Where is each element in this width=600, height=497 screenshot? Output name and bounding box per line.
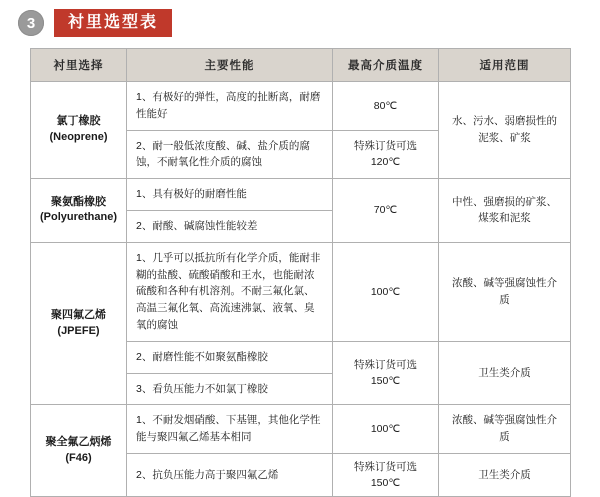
lining-name-line1: 氯丁橡胶 [56, 115, 101, 128]
lining-name-line2: (Neoprene) [49, 131, 108, 144]
lining-name-f46 [31, 405, 127, 497]
temperature-line2: 150℃ [370, 477, 401, 490]
table-header [31, 49, 571, 82]
lining-name-line2: (JPEFE) [57, 324, 100, 337]
temperature-line1: 特殊订货可选 [354, 140, 417, 153]
scope-text: 浓酸、碱等强腐蚀性介质 [439, 405, 571, 454]
performance-text: 1、不耐发烟硝酸、下基锂，其他化学性能与聚四氟乙烯基本相同 [127, 405, 333, 454]
temperature-value [333, 341, 439, 405]
temperature-line2: 120℃ [370, 156, 401, 169]
scope-text: 中性、强磨损的矿浆、煤浆和泥浆 [439, 179, 571, 243]
column-header-max-temperature: 最高介质温度 [333, 49, 439, 82]
performance-text: 2、耐磨性能不如聚氨酯橡胶 [127, 341, 333, 373]
page-title: 衬里选型表 [54, 9, 172, 37]
lining-table-wrapper [30, 48, 570, 497]
lining-name-ptfe [31, 242, 127, 405]
lining-selection-table [30, 48, 571, 497]
performance-text: 2、抗负压能力高于聚四氟乙烯 [127, 453, 333, 497]
temperature-value: 80℃ [333, 82, 439, 131]
performance-text: 3、看负压能力不如氯丁橡胶 [127, 373, 333, 405]
section-number-badge: 3 [18, 10, 44, 36]
performance-text: 1、有极好的弹性，高度的扯断离，耐磨性能好 [127, 82, 333, 131]
temperature-value: 70℃ [333, 179, 439, 243]
temperature-line1: 特殊订货可选 [354, 358, 417, 371]
temperature-value [333, 130, 439, 179]
table-row [31, 242, 571, 341]
lining-name-line2: (F46) [65, 451, 92, 464]
lining-name-polyurethane [31, 179, 127, 243]
performance-text: 1、几乎可以抵抗所有化学介质，能耐非糊的盐酸、硫酸硝酸和王水，也能耐浓硫酸和各种有机溶剂。不耐三氟化氯、高温三氟化氧、高流速沸氯、液氧、臭氧的腐蚀 [127, 242, 333, 341]
page-header [18, 8, 172, 38]
table-row [31, 179, 571, 211]
table-body [31, 82, 571, 497]
table-header-row [31, 49, 571, 82]
temperature-value: 100℃ [333, 242, 439, 341]
column-header-lining: 衬里选择 [31, 49, 127, 82]
scope-text: 浓酸、碱等强腐蚀性介质 [439, 242, 571, 341]
scope-text: 卫生类介质 [439, 453, 571, 497]
scope-text: 卫生类介质 [439, 341, 571, 405]
temperature-value: 100℃ [333, 405, 439, 454]
lining-name-line2: (Polyurethane) [39, 211, 117, 224]
table-row [31, 405, 571, 454]
table-row [31, 82, 571, 131]
performance-text: 1、具有极好的耐磨性能 [127, 179, 333, 211]
lining-name-neoprene [31, 82, 127, 179]
column-header-performance: 主要性能 [127, 49, 333, 82]
performance-text: 2、耐一般低浓度酸、碱、盐介质的腐蚀，不耐氧化性介质的腐蚀 [127, 130, 333, 179]
scope-text: 水、污水、弱磨损性的泥浆、矿浆 [439, 82, 571, 179]
temperature-value [333, 453, 439, 497]
lining-name-line1: 聚全氟乙炳烯 [45, 435, 112, 448]
temperature-line2: 150℃ [370, 375, 401, 388]
lining-name-line1: 聚氨酯橡胶 [51, 195, 106, 208]
column-header-scope: 适用范围 [439, 49, 571, 82]
performance-text: 2、耐酸、碱腐蚀性能较差 [127, 210, 333, 242]
temperature-line1: 特殊订货可选 [354, 460, 417, 473]
lining-name-line1: 聚四氟乙烯 [51, 308, 106, 321]
